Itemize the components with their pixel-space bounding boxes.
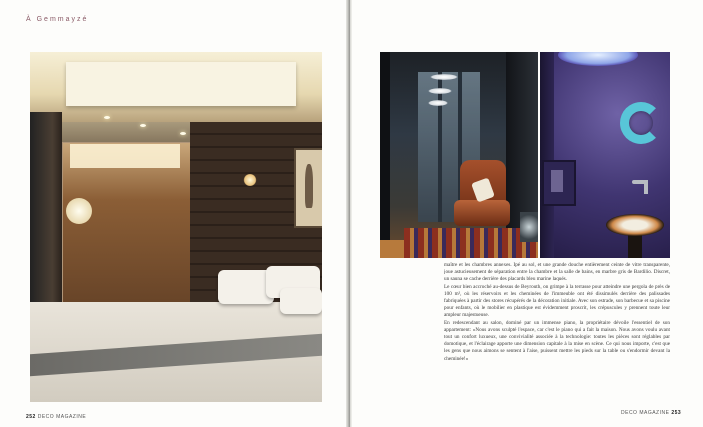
ceiling-ring-light: [428, 88, 452, 94]
article-paragraph: Le cœur bien accroché au-dessus de Beyrouth, on grimpe à la terrasse pour atteindre une pergola de près de 100 m², où les réservoirs et les cheminées de l'immeuble ont été dissimulés derrière des palissades fabriquées à partir des stores récupérés de la décoration initiale. Avec son estrade, son barbecue et sa piscine pour enfants, où le mobilier en plastique est évidemment proscrit, les crépuscules y prennent toute leur ampleur majestueuse.: [444, 283, 670, 319]
page-number: 252: [26, 414, 36, 420]
lounge-photo: [380, 52, 538, 258]
column: [380, 52, 390, 258]
picture-figure: [551, 170, 563, 192]
ceiling-panel: [66, 62, 296, 106]
ceiling-spotlight: [140, 124, 146, 127]
armchair-seat: [454, 200, 510, 226]
bedroom-shower-photo: [30, 52, 322, 402]
framed-artwork: [294, 148, 322, 228]
persian-rug: [404, 228, 538, 258]
article-paragraph: maître et les chambres annexes. Ipé au sol, et une grande douche entièrement ceinte de vitre transparente, joue astucieusement de séparation entre la chambre et la salle de bains, en marbre gris de Bardilio. Discret, un sauna se cache derrière des placards bleu marine laqués.: [444, 262, 670, 283]
framed-picture: [542, 160, 576, 206]
folio-right: [621, 410, 681, 416]
article-body: [444, 262, 670, 402]
ceiling-ring-light: [430, 74, 458, 80]
faucet-spout: [644, 180, 648, 194]
artwork-figure: [305, 164, 313, 208]
vessel-basin: [606, 214, 664, 236]
powder-room-photo: [540, 52, 670, 258]
folio-left: [26, 414, 86, 420]
magazine-name: DECO MAGAZINE: [621, 410, 670, 416]
side-table: [520, 212, 538, 242]
round-mirror: [66, 198, 92, 224]
door-frame: [540, 52, 554, 258]
pillow: [280, 288, 322, 314]
ceiling-spotlight: [104, 116, 110, 119]
window-mullion: [438, 72, 442, 222]
magazine-name: DECO MAGAZINE: [37, 414, 87, 420]
article-paragraph: En redescendant au salon, dominé par un immense piano, la propriétaire dévoile l'essentiel de son appartement: «Nous avons sculpté l'espace, car c'est le piano qui a fait la maison. Nous avons voulu avant tout un confort luxueux, une convivialité associée à la technologie: toutes les pièces sont réglables par domotique, et l'éclairage apporte une dimension capitale à la mise en scène. Ce qui nous importe, c'est que les gens que nous aimons se sentent à l'aise, puissent mettre les pieds sur la table ou s'endormir devant la cheminée!»: [444, 319, 670, 362]
wall-sconce: [243, 174, 257, 186]
page-number: 253: [671, 410, 682, 416]
ceiling-light: [558, 52, 638, 66]
ceiling-ring-light: [428, 100, 448, 106]
shower-skylight: [70, 144, 180, 168]
c-sculpture: [620, 102, 662, 144]
ceiling-spotlight: [180, 132, 186, 135]
running-head: À Gemmayzé: [26, 16, 89, 23]
